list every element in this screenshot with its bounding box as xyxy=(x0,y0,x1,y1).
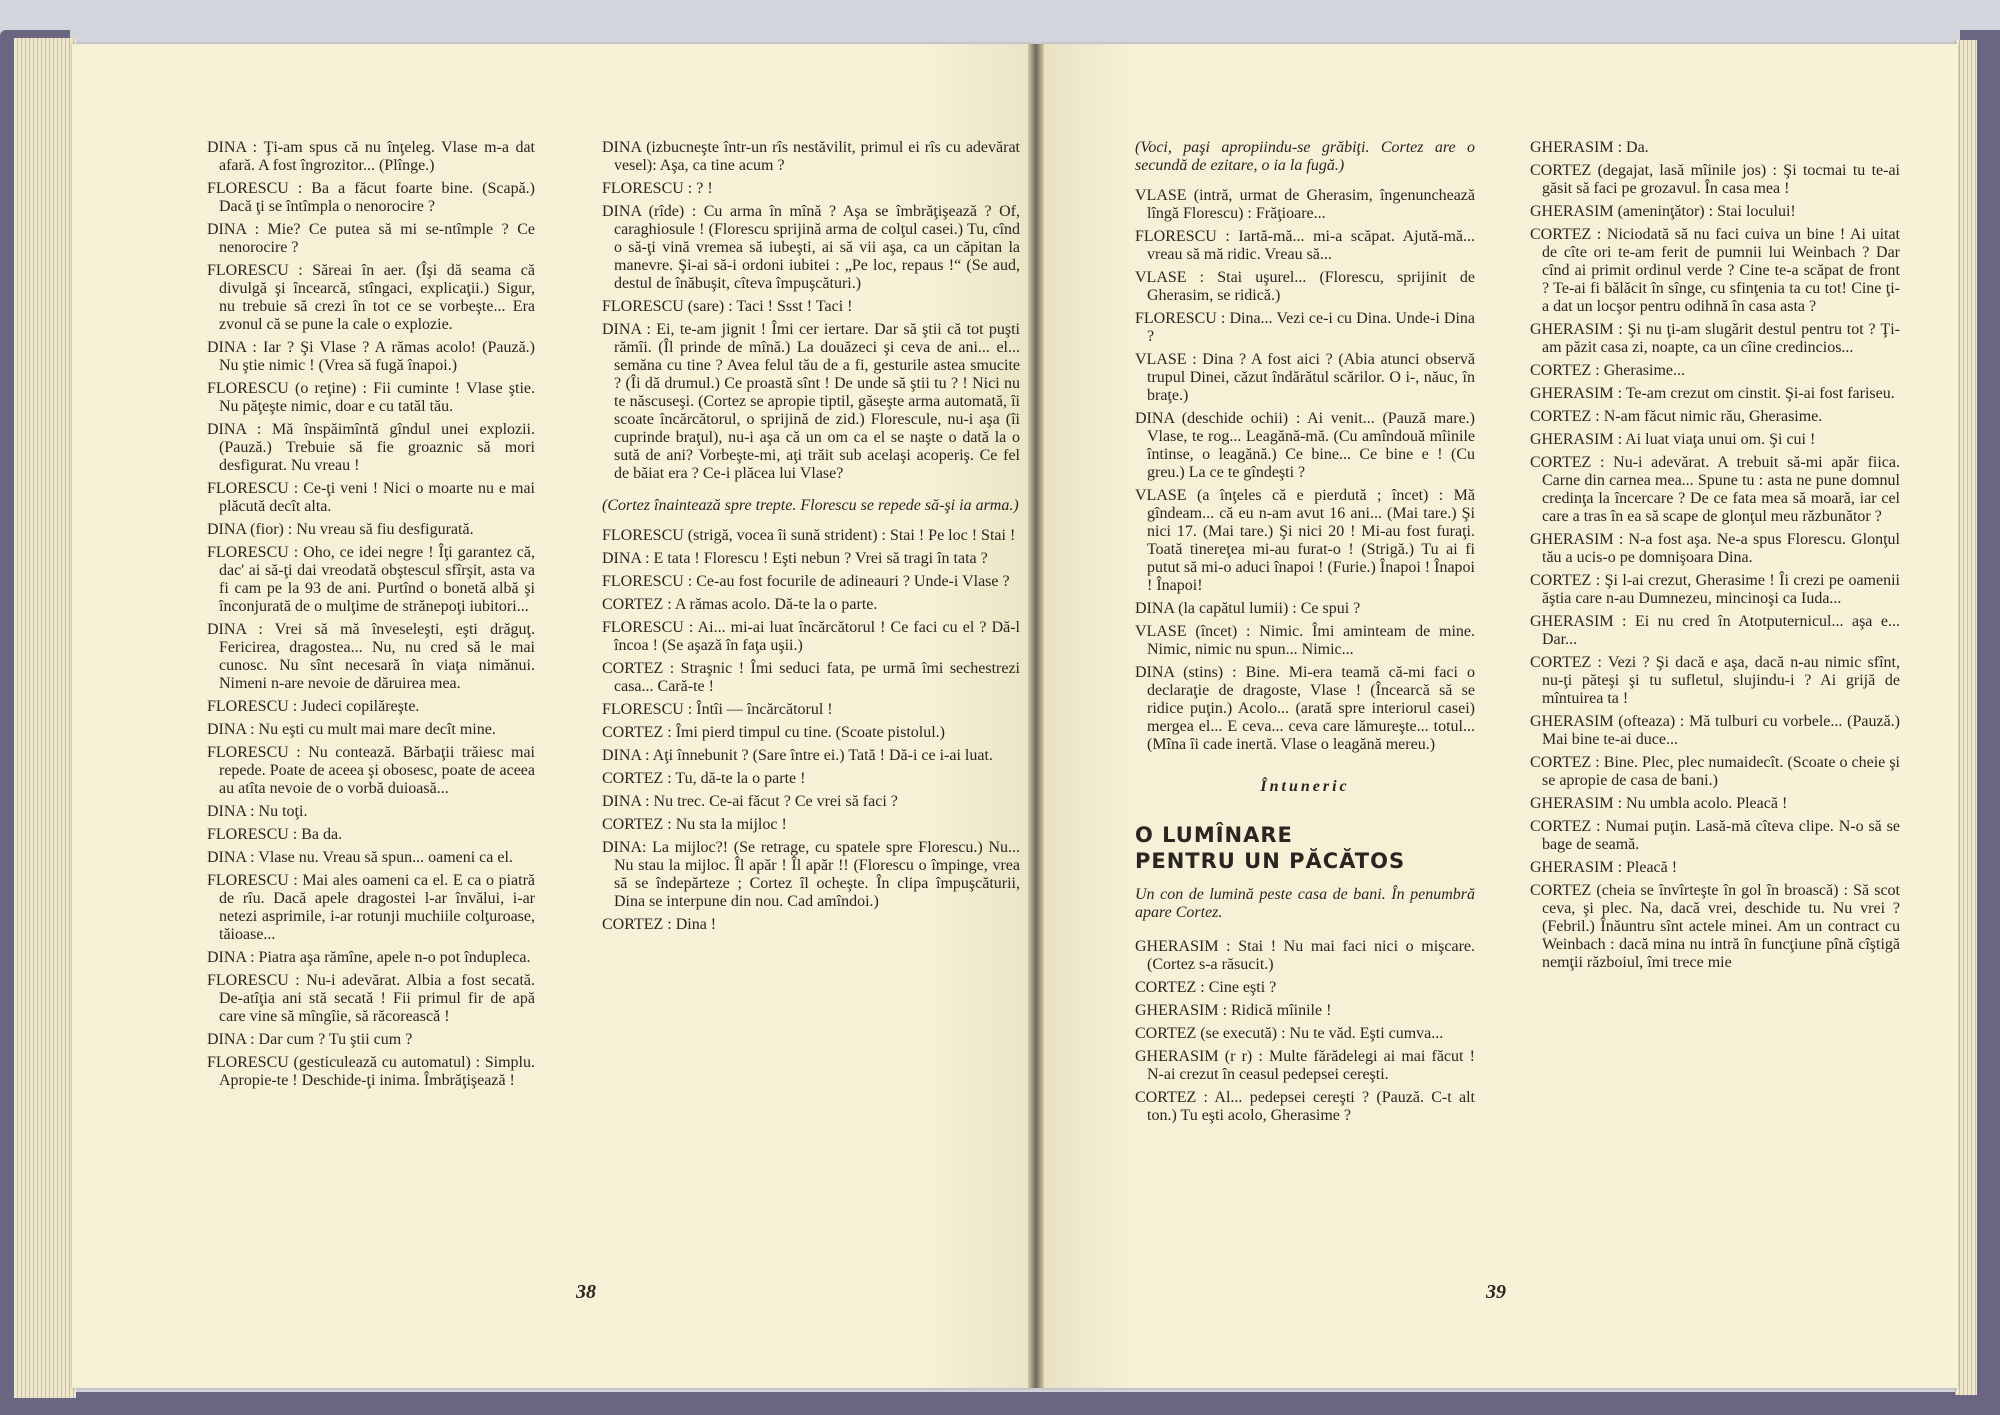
dialogue-line: VLASE (încet) : Nimic. Îmi aminteam de mine. Nimic, nimic nu spun... Nimic... xyxy=(1135,623,1475,658)
dialogue-line: DINA (stins) : Bine. Mi-era teamă că-mi faci o declaraţie de dragoste, Vlase ! (Încearcă să se ridice puţin.) Acolo... (arată spre interiorul casei) mergea el... E ceva... ceva care lămureşte... totul... (Mîna îi cade inertă. Vlase o leagănă mereu.) xyxy=(1135,664,1475,753)
dialogue-line: CORTEZ : Şi l-ai crezut, Gherasime ! Îi crezi pe oamenii ăştia care n-au Dumnezeu, mincinoşi ca Iuda... xyxy=(1530,572,1900,607)
dialogue-line: CORTEZ : Numai puţin. Lasă-mă cîteva clipe. N-o să se bage de seamă. xyxy=(1530,818,1900,853)
page-edges-left xyxy=(14,38,76,1398)
dialogue-line: FLORESCU : Judeci copilăreşte. xyxy=(207,698,420,715)
dialogue-line: CORTEZ (cheia se învîrteşte în gol în broască) : Să scot ceva, şi plec. Na, dacă vrei, deschide tu. Nu vrei ? (Febril.) Înăuntru sînt actele minei. Am un contract cu Weinbach : dacă mina nu intră în funcţiune pînă cîştigă nemţii războiul, îmi trece mie xyxy=(1530,882,1900,971)
dialogue-line: DINA : Iar ? Şi Vlase ? A rămas acolo! (Pauză.) Nu ştie nimic ! (Vrea să fugă înapoi.) xyxy=(207,339,535,374)
dialogue-line: DINA (rîde) : Cu arma în mînă ? Aşa se îmbrăţişează ? Of, caraghiosule ! (Florescu sprijină arma de colţul casei.) Tu, cînd o să-ţi vină vremea să iubeşti, ai să vii aşa, ca un căpitan la manevre. Şi-ai să-i ordoni iubitei : „Pe loc, repaus !“ (Se aud, destul de înăbuşit, cîteva împuşcături.) xyxy=(602,203,1020,292)
dialogue-line: FLORESCU : Ba a făcut foarte bine. (Scapă.) Dacă ţi se întîmpla o nenorocire ? xyxy=(207,180,535,215)
dialogue-line: CORTEZ : A rămas acolo. Dă-te la o parte. xyxy=(602,596,878,613)
dialogue-line: FLORESCU : Mai ales oameni ca el. E ca o piatră de rîu. Dacă apele dragostei l-ar învălui, i-ar netezi asprimile, i-ar rotunji muchiile colţuroase, tăioase... xyxy=(207,872,535,943)
dialogue-line: CORTEZ : Bine. Plec, plec numaidecît. (Scoate o cheie şi se apropie de casa de bani.) xyxy=(1530,754,1900,789)
dialogue-line: FLORESCU : Dina... Vezi ce-i cu Dina. Unde-i Dina ? xyxy=(1135,310,1475,345)
dialogue-line: CORTEZ : Dina ! xyxy=(602,916,717,933)
dialogue-line: CORTEZ : Vezi ? Şi dacă e aşa, dacă n-au nimic sfînt, nu-ţi păteşi şi tu sufletul, slujindu-i ? Ai grijă de mîntuirea ta ! xyxy=(1530,654,1900,707)
left-page-column-1 xyxy=(207,139,535,1095)
dialogue-line: FLORESCU : Nu contează. Bărbaţii trăiesc mai repede. Poate de aceea şi obosesc, poate de aceea au atîta nevoie de o vorbă duioasă... xyxy=(207,744,535,797)
dialogue-line: CORTEZ : Straşnic ! Îmi seduci fata, pe urmă îmi sechestrezi casa... Cară-te ! xyxy=(602,660,1020,695)
dialogue-line: DINA: La mijloc?! (Se retrage, cu spatele spre Florescu.) Nu... Nu stau la mijloc. Îl apăr ! Îl apăr !! (Florescu o împinge, vrea să se îndepărteze ; Cortez îl ocheşte. În clipa împuşcăturii, Dina se interpune din nou. Cad amîndoi.) xyxy=(602,839,1020,910)
dialogue-line: GHERASIM : Ei nu cred în Atotputernicul... aşa e... Dar... xyxy=(1530,613,1900,648)
dialogue-line: FLORESCU : Întîi — încărcătorul ! xyxy=(602,701,833,718)
dialogue-line: GHERASIM (ofteaza) : Mă tulburi cu vorbele... (Pauză.) Mai bine te-ai duce... xyxy=(1530,713,1900,748)
dialogue-line: FLORESCU : Ce-ţi veni ! Nici o moarte nu e mai plăcută decît alta. xyxy=(207,480,535,515)
book-cover-bottom xyxy=(0,1392,2000,1415)
scene-title-line-2: PENTRU UN PĂCĂTOS xyxy=(1135,849,1406,873)
stage-direction: (Cortez înaintează spre trepte. Florescu se repede să-şi ia arma.) xyxy=(602,497,1019,514)
dialogue-line: GHERASIM (r r) : Multe fărădelegi ai mai făcut ! N-ai crezut în ceasul pedepsei cereşti. xyxy=(1135,1048,1475,1083)
right-page-column-2 xyxy=(1530,139,1900,977)
scene-end-caption: Întuneric xyxy=(1260,778,1350,795)
dialogue-line: DINA : E tata ! Florescu ! Eşti nebun ? Vrei să tragi în tata ? xyxy=(602,550,988,567)
dialogue-line: CORTEZ : Nu sta la mijloc ! xyxy=(602,816,787,833)
dialogue-line: CORTEZ : Îmi pierd timpul cu tine. (Scoate pistolul.) xyxy=(602,724,945,741)
dialogue-line: CORTEZ : Tu, dă-te la o parte ! xyxy=(602,770,806,787)
stage-direction: (Voci, paşi apropiindu-se grăbiţi. Cortez are o secundă de ezitare, o ia la fugă.) xyxy=(1135,139,1475,174)
dialogue-line: DINA : Vrei să mă înveseleşti, eşti drăguţ. Fericirea, dragostea... Nu, nu cred să le mai cunosc. Nu sînt necesară în viaţa nimănui. Nimeni n-are nevoie de dăruirea mea. xyxy=(207,621,535,692)
left-page xyxy=(72,44,1034,1388)
page-number-right: 39 xyxy=(1486,1281,1506,1303)
dialogue-line: GHERASIM : Nu umbla acolo. Pleacă ! xyxy=(1530,795,1788,812)
dialogue-line: VLASE : Dina ? A fost aici ? (Abia atunci observă trupul Dinei, căzut îndărătul scărilor. O i-, năuc, în braţe.) xyxy=(1135,351,1475,404)
dialogue-line: CORTEZ (se execută) : Nu te văd. Eşti cumva... xyxy=(1135,1025,1444,1042)
dialogue-line: DINA : Ei, te-am jignit ! Îmi cer iertare. Dar să ştii că tot puşti rămîi. (Îl prinde de mînă.) La douăzeci şi ceva de ani... el... semăna cu tine ? Avea felul tău de a fi, gesturile astea smucite ? (Îi dă drumul.) Ce proastă sînt ! De unde să ştii tu ? ! Nici nu te născuseşi. (Cortez se apropie tiptil, găseşte arma automată, îi scoate încărcătorul, o sprijină de zid.) Florescule, nu-i aşa (îi cuprinde braţul), nu-i aşa că un om ca el se naşte o dată la o sută de ani? Vorbeşte-mi, aţi trăit sub acelaşi acoperiş. Ce fel de băiat era ? Ce-i plăcea lui Vlase? xyxy=(602,321,1020,482)
dialogue-line: FLORESCU : Ce-au fost focurile de adineauri ? Unde-i Vlase ? xyxy=(602,573,1010,590)
dialogue-line: DINA : Dar cum ? Tu ştii cum ? xyxy=(207,1031,413,1048)
dialogue-line: DINA (deschide ochii) : Ai venit... (Pauză mare.) Vlase, te rog... Leagănă-mă. (Cu amîndouă mîinile întinse, o leagănă.) Ce bine... Ce bine e ! (Cu greu.) La ce te gîndeşti ? xyxy=(1135,410,1475,481)
dialogue-line: DINA : Nu trec. Ce-ai făcut ? Ce vrei să faci ? xyxy=(602,793,898,810)
dialogue-line: DINA (fior) : Nu vreau să fiu desfigurată. xyxy=(207,521,474,538)
dialogue-line: VLASE (intră, urmat de Gherasim, îngenunchează lîngă Florescu) : Frăţioare... xyxy=(1135,187,1475,222)
dialogue-line: CORTEZ : Nu-i adevărat. A trebuit să-mi apăr fiica. Carne din carnea mea... Spune tu : asta ne pune domnul credinţa la încercare ? De ce fata mea să moară, iar cel care a tras în ea să scape de glonţul meu răzbunător ? xyxy=(1530,454,1900,525)
dialogue-line: GHERASIM : Stai ! Nu mai faci nici o mişcare. (Cortez s-a răsucit.) xyxy=(1135,938,1475,973)
dialogue-line: CORTEZ : Cine eşti ? xyxy=(1135,979,1277,996)
scene-title-line-1: O LUMÎNARE xyxy=(1135,823,1293,847)
dialogue-line: FLORESCU : Nu-i adevărat. Albia a fost secată. De-atîţia ani stă secată ! Fii primul fir de apă care vine să mîngîie, să răcorească ! xyxy=(207,972,535,1025)
dialogue-line: DINA : Mă înspăimîntă gîndul unei explozii. (Pauză.) Trebuie să fie groaznic să mori desfigurat. Nu vreau ! xyxy=(207,421,535,474)
dialogue-line: DINA : Mie? Ce putea să mi se-ntîmple ? Ce nenorocire ? xyxy=(207,221,535,256)
dialogue-line: FLORESCU (gesticulează cu automatul) : Simplu. Apropie-te ! Deschide-ţi inima. Îmbrăţişează ! xyxy=(207,1054,535,1089)
dialogue-line: GHERASIM : Ai luat viaţa unui om. Şi cui ! xyxy=(1530,431,1816,448)
page-edges-right xyxy=(1955,40,1977,1395)
dialogue-line: FLORESCU : Ai... mi-ai luat încărcătorul ! Ce faci cu el ? Dă-l încoa ! (Se aşază în faţa uşii.) xyxy=(602,619,1020,654)
dialogue-line: FLORESCU (strigă, vocea îi sună strident) : Stai ! Pe loc ! Stai ! xyxy=(602,527,1016,544)
dialogue-line: DINA : Piatra aşa rămîne, apele n-o pot îndupleca. xyxy=(207,949,531,966)
dialogue-line: DINA : Aţi înnebunit ? (Sare între ei.) Tată ! Dă-i ce i-ai luat. xyxy=(602,747,993,764)
dialogue-line: CORTEZ : Al... pedepsei cereşti ? (Pauză. C-t alt ton.) Tu eşti acolo, Gherasime ? xyxy=(1135,1089,1475,1124)
dialogue-line: FLORESCU : Iartă-mă... mi-a scăpat. Ajută-mă... vreau să mă ridic. Vreau să... xyxy=(1135,228,1475,263)
right-page xyxy=(1040,44,1958,1388)
dialogue-line: CORTEZ : Niciodată să nu faci cuiva un bine ! Ai uitat de cîte ori te-am ferit de pumnii lui Weinbach ? Dar cînd ai primit ordinul verde ? Cine te-a scăpat de front ? Te-ai fi bălăcit în sînge, cu sfinţenia ta cu tot! Cine ţi-a dat un locşor pentru odihnă în casa asta ? xyxy=(1530,226,1900,315)
dialogue-line: DINA : Nu toţi. xyxy=(207,803,308,820)
dialogue-line: CORTEZ (degajat, lasă mîinile jos) : Şi tocmai tu te-ai găsit să faci pe grozavul. În casa mea ! xyxy=(1530,162,1900,197)
dialogue-line: FLORESCU : Oho, ce idei negre ! Îţi garantez că, dac' ai să-ţi dai vreodată obştescul sfîrşit, asta va fi cam pe la 93 de ani. Purtînd o bonetă albă şi înconjurată de o mulţime de strănepoţi iubitori... xyxy=(207,544,535,615)
dialogue-line: GHERASIM (ameninţător) : Stai locului! xyxy=(1530,203,1796,220)
dialogue-line: GHERASIM : Ridică mîinile ! xyxy=(1135,1002,1332,1019)
dialogue-line: FLORESCU : ? ! xyxy=(602,180,713,197)
page-number-left: 38 xyxy=(576,1281,596,1303)
dialogue-line: CORTEZ : N-am făcut nimic rău, Gherasime. xyxy=(1530,408,1823,425)
stage-direction: Un con de lumină peste casa de bani. În penumbră apare Cortez. xyxy=(1135,886,1475,921)
dialogue-line: DINA : Ţi-am spus că nu înţeleg. Vlase m-a dat afară. A fost îngrozitor... (Plînge.) xyxy=(207,139,535,174)
dialogue-line: GHERASIM : Te-am crezut om cinstit. Şi-ai fost fariseu. xyxy=(1530,385,1895,402)
scene-title xyxy=(1135,822,1475,874)
dialogue-line: FLORESCU (o reţine) : Fii cuminte ! Vlase ştie. Nu păţeşte nimic, doar e cu tatăl tău. xyxy=(207,380,535,415)
dialogue-line: GHERASIM : Şi nu ţi-am slugărit destul pentru tot ? Ţi-am păzit casa zi, noapte, ca un cîine credincios... xyxy=(1530,321,1900,356)
dialogue-line: GHERASIM : Da. xyxy=(1530,139,1649,156)
left-page-column-2 xyxy=(602,139,1020,939)
dialogue-line: DINA : Nu eşti cu mult mai mare decît mine. xyxy=(207,721,496,738)
dialogue-line: FLORESCU : Săreai în aer. (Îşi dă seama că divulgă şi încearcă, stîngaci, explicaţii.) Sigur, nu trebuie să crezi în tot ce se vorbeşte... Era zvonul că se pune la cale o explozie. xyxy=(207,262,535,333)
right-page-column-1 xyxy=(1135,139,1475,1130)
dialogue-line: FLORESCU : Ba da. xyxy=(207,826,343,843)
dialogue-line: VLASE (a înţeles că e pierdută ; încet) : Mă gîndeam... că eu n-am avut 16 ani... (Mai tare.) Şi nici 17. (Mai tare.) Şi nici 20 ! Mi-au fost furaţi. Toată tinereţea mi-au furat-o ! (Strigă.) Tu ai fi putut să mi-o aduci înapoi ! (Furie.) Înapoi ! Înapoi ! Înapoi! xyxy=(1135,487,1475,594)
dialogue-line: GHERASIM : N-a fost aşa. Ne-a spus Florescu. Glonţul tău a ucis-o pe domnişoara Dina. xyxy=(1530,531,1900,566)
dialogue-line: DINA (izbucneşte într-un rîs nestăvilit, primul ei rîs cu adevărat vesel): Aşa, ca tine acum ? xyxy=(602,139,1020,174)
dialogue-line: GHERASIM : Pleacă ! xyxy=(1530,859,1678,876)
dialogue-line: FLORESCU (sare) : Taci ! Ssst ! Taci ! xyxy=(602,298,853,315)
dialogue-line: VLASE : Stai uşurel... (Florescu, sprijinit de Gherasim, se ridică.) xyxy=(1135,269,1475,304)
dialogue-line: DINA : Vlase nu. Vreau să spun... oameni ca el. xyxy=(207,849,513,866)
dialogue-line: CORTEZ : Gherasime... xyxy=(1530,362,1686,379)
dialogue-line: DINA (la capătul lumii) : Ce spui ? xyxy=(1135,600,1361,617)
book-gutter xyxy=(1028,44,1044,1388)
